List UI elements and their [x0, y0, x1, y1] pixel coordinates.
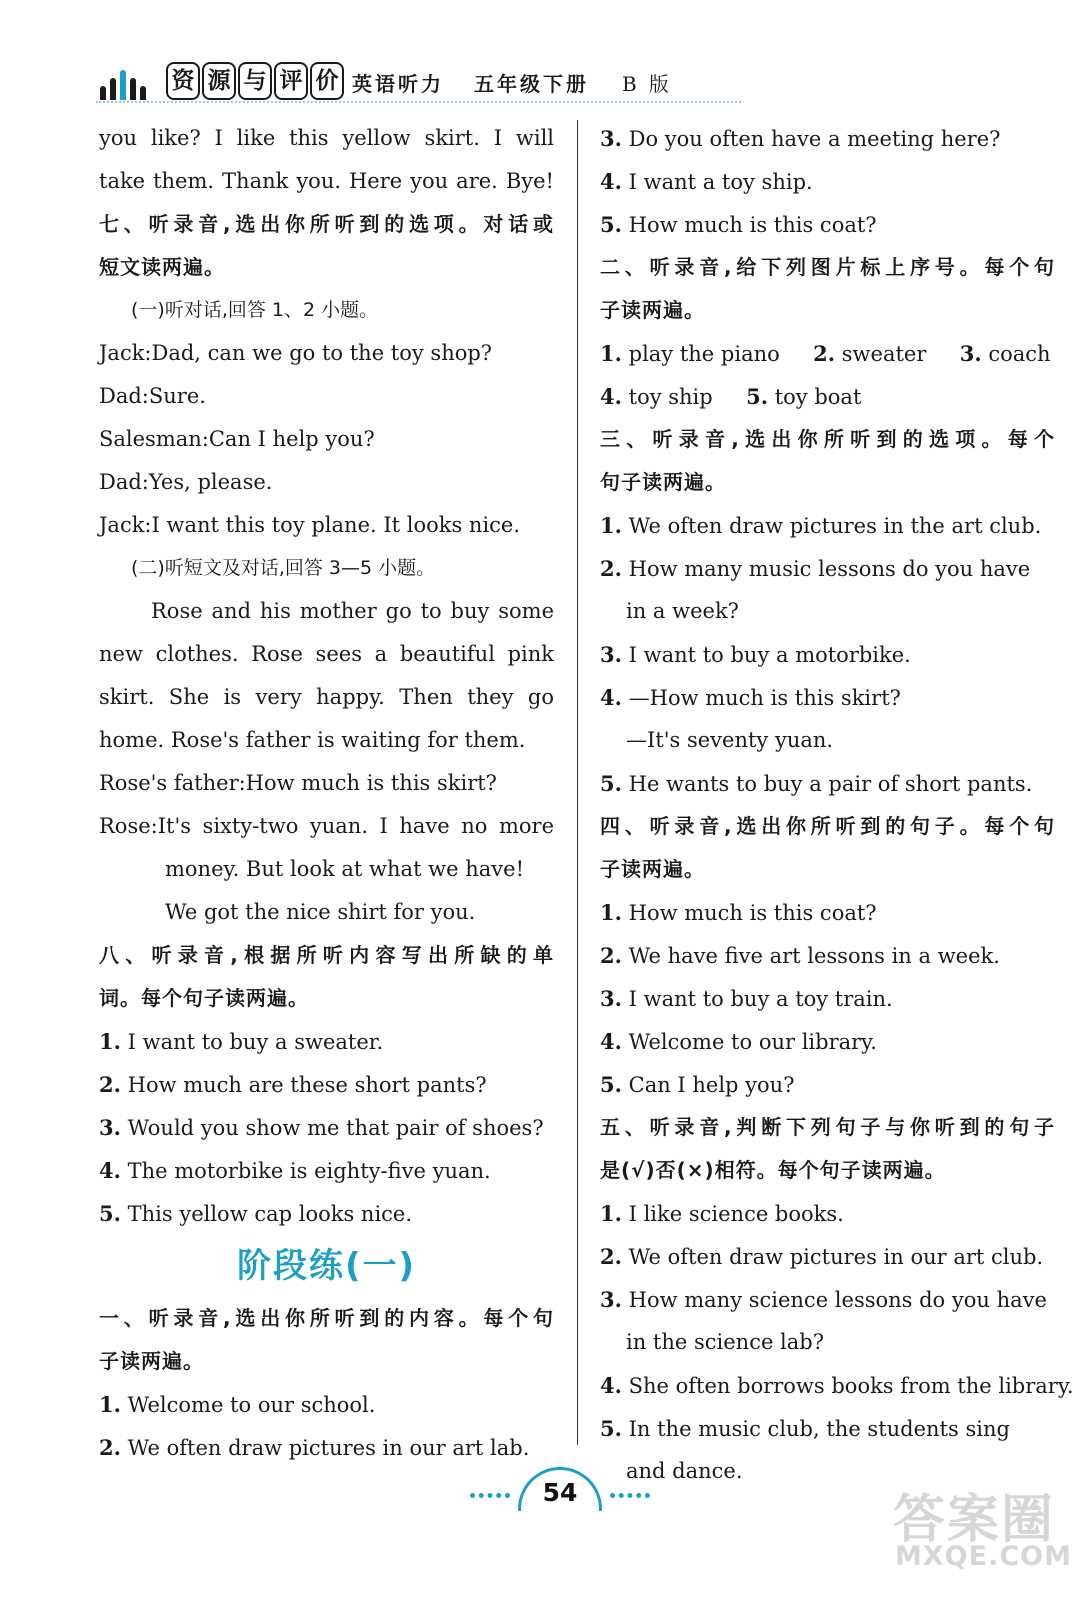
dialogue-line: Jack:Dad, can we go to the toy shop? — [99, 341, 493, 365]
dialogue-line: Salesman:Can I help you? — [99, 427, 375, 451]
section-title: 四、听录音,选出你所听到的句子。每个句 — [600, 814, 1055, 838]
list-item: 2. We often draw pictures in our art club. — [600, 1244, 1044, 1269]
column-divider — [577, 120, 578, 1445]
text-line: you like? I like this yellow skirt. I will — [99, 126, 554, 150]
list-item-continued: in a week? — [626, 599, 739, 623]
header-divider — [96, 101, 741, 103]
list-item: 2. How much are these short pants? — [99, 1072, 487, 1097]
header-edition: B 版 — [622, 72, 673, 96]
list-item: 2. We have five art lessons in a week. — [600, 943, 1000, 968]
right-column — [600, 117, 1074, 1493]
dialogue-line: money. But look at what we have! — [165, 857, 525, 881]
section-title: 子读两遍。 — [99, 1349, 204, 1373]
section-title: 子读两遍。 — [600, 857, 705, 881]
section-title: 三、听录音,选出你所听到的选项。每个 — [600, 427, 1055, 451]
stage-heading: 阶段练(一) — [236, 1246, 417, 1286]
list-item: 5. This yellow cap looks nice. — [99, 1201, 413, 1226]
list-item: 3. Would you show me that pair of shoes? — [99, 1115, 544, 1140]
section-title: 八、听录音,根据所听内容写出所缺的单 — [99, 943, 554, 967]
list-item: 2. We often draw pictures in our art lab. — [99, 1435, 530, 1460]
list-item: 1. play the piano 2. sweater 3. coach — [600, 341, 1051, 366]
list-item: 4. I want a toy ship. — [600, 169, 813, 194]
brand-char: 源 — [202, 62, 236, 100]
watermark-logo: 答案圈 — [893, 1490, 1056, 1550]
dialogue-line: Rose:It's sixty-two yuan. I have no more — [99, 814, 554, 838]
left-column — [99, 117, 554, 1469]
section-title: 子读两遍。 — [600, 298, 705, 322]
list-item-continued: —It's seventy yuan. — [626, 728, 834, 752]
list-item-continued: in the science lab? — [626, 1330, 824, 1354]
list-item: 3. I want to buy a motorbike. — [600, 642, 911, 667]
section-title: 是(√)否(×)相符。每个句子读两遍。 — [600, 1158, 946, 1182]
passage-line: new clothes. Rose sees a beautiful pink — [99, 642, 554, 666]
brand-title — [166, 62, 346, 100]
list-item: 5. He wants to buy a pair of short pants. — [600, 771, 1033, 796]
subsection-title: (二)听短文及对话,回答 3—5 小题。 — [131, 557, 436, 579]
brand-char: 资 — [166, 62, 200, 100]
list-item: 3. How many science lessons do you have — [600, 1287, 1047, 1312]
passage-line: skirt. She is very happy. Then they go — [99, 685, 554, 709]
subsection-title: (一)听对话,回答 1、2 小题。 — [131, 299, 379, 321]
list-item: 5. In the music club, the students sing — [600, 1416, 1010, 1441]
list-item: 2. How many music lessons do you have — [600, 556, 1031, 581]
passage-line: home. Rose's father is waiting for them. — [99, 728, 526, 752]
list-item: 4. toy ship 5. toy boat — [600, 384, 862, 409]
brand-char: 与 — [238, 62, 272, 100]
dialogue-line: Dad:Yes, please. — [99, 470, 273, 494]
list-item: 3. I want to buy a toy train. — [600, 986, 893, 1011]
list-item: 4. —How much is this skirt? — [600, 685, 901, 710]
list-item-continued: and dance. — [626, 1459, 743, 1483]
list-item: 5. Can I help you? — [600, 1072, 795, 1097]
passage-line: Rose and his mother go to buy some — [151, 599, 554, 623]
list-item: 4. She often borrows books from the library. — [600, 1373, 1074, 1398]
section-title: 短文读两遍。 — [99, 255, 225, 279]
list-item: 4. The motorbike is eighty-five yuan. — [99, 1158, 491, 1183]
footer-dots-left — [470, 1493, 510, 1504]
list-item: 1. I want to buy a sweater. — [99, 1029, 384, 1054]
list-item: 1. Welcome to our school. — [99, 1392, 376, 1417]
text-line: take them. Thank you. Here you are. Bye! — [99, 169, 554, 193]
page-number: 54 — [542, 1478, 578, 1507]
list-item: 1. How much is this coat? — [600, 900, 877, 925]
list-item: 1. I like science books. — [600, 1201, 844, 1226]
list-item: 5. How much is this coat? — [600, 212, 877, 237]
dialogue-line: Jack:I want this toy plane. It looks nice. — [99, 513, 521, 537]
header-subject: 英语听力 — [352, 72, 444, 96]
dialogue-line: Rose's father:How much is this skirt? — [99, 771, 497, 795]
watermark — [893, 1477, 1072, 1587]
section-title: 七、听录音,选出你所听到的选项。对话或 — [99, 212, 554, 236]
header-grade: 五年级下册 — [474, 72, 589, 96]
brand-char: 价 — [310, 62, 344, 100]
headphone-bars-icon — [100, 70, 148, 100]
dialogue-line: Dad:Sure. — [99, 384, 206, 408]
section-title: 五、听录音,判断下列句子与你听到的句子 — [600, 1115, 1055, 1139]
list-item: 1. We often draw pictures in the art club. — [600, 513, 1042, 538]
section-title: 词。每个句子读两遍。 — [99, 986, 309, 1010]
footer-dots-right — [610, 1493, 650, 1504]
dialogue-line: We got the nice shirt for you. — [165, 900, 476, 924]
list-item: 3. Do you often have a meeting here? — [600, 126, 1001, 151]
section-title: 一、听录音,选出你所听到的内容。每个句 — [99, 1306, 554, 1330]
watermark-url: MXQE.COM — [895, 1541, 1072, 1572]
section-title: 句子读两遍。 — [600, 470, 726, 494]
section-title: 二、听录音,给下列图片标上序号。每个句 — [600, 255, 1055, 279]
brand-char: 评 — [274, 62, 308, 100]
list-item: 4. Welcome to our library. — [600, 1029, 877, 1054]
